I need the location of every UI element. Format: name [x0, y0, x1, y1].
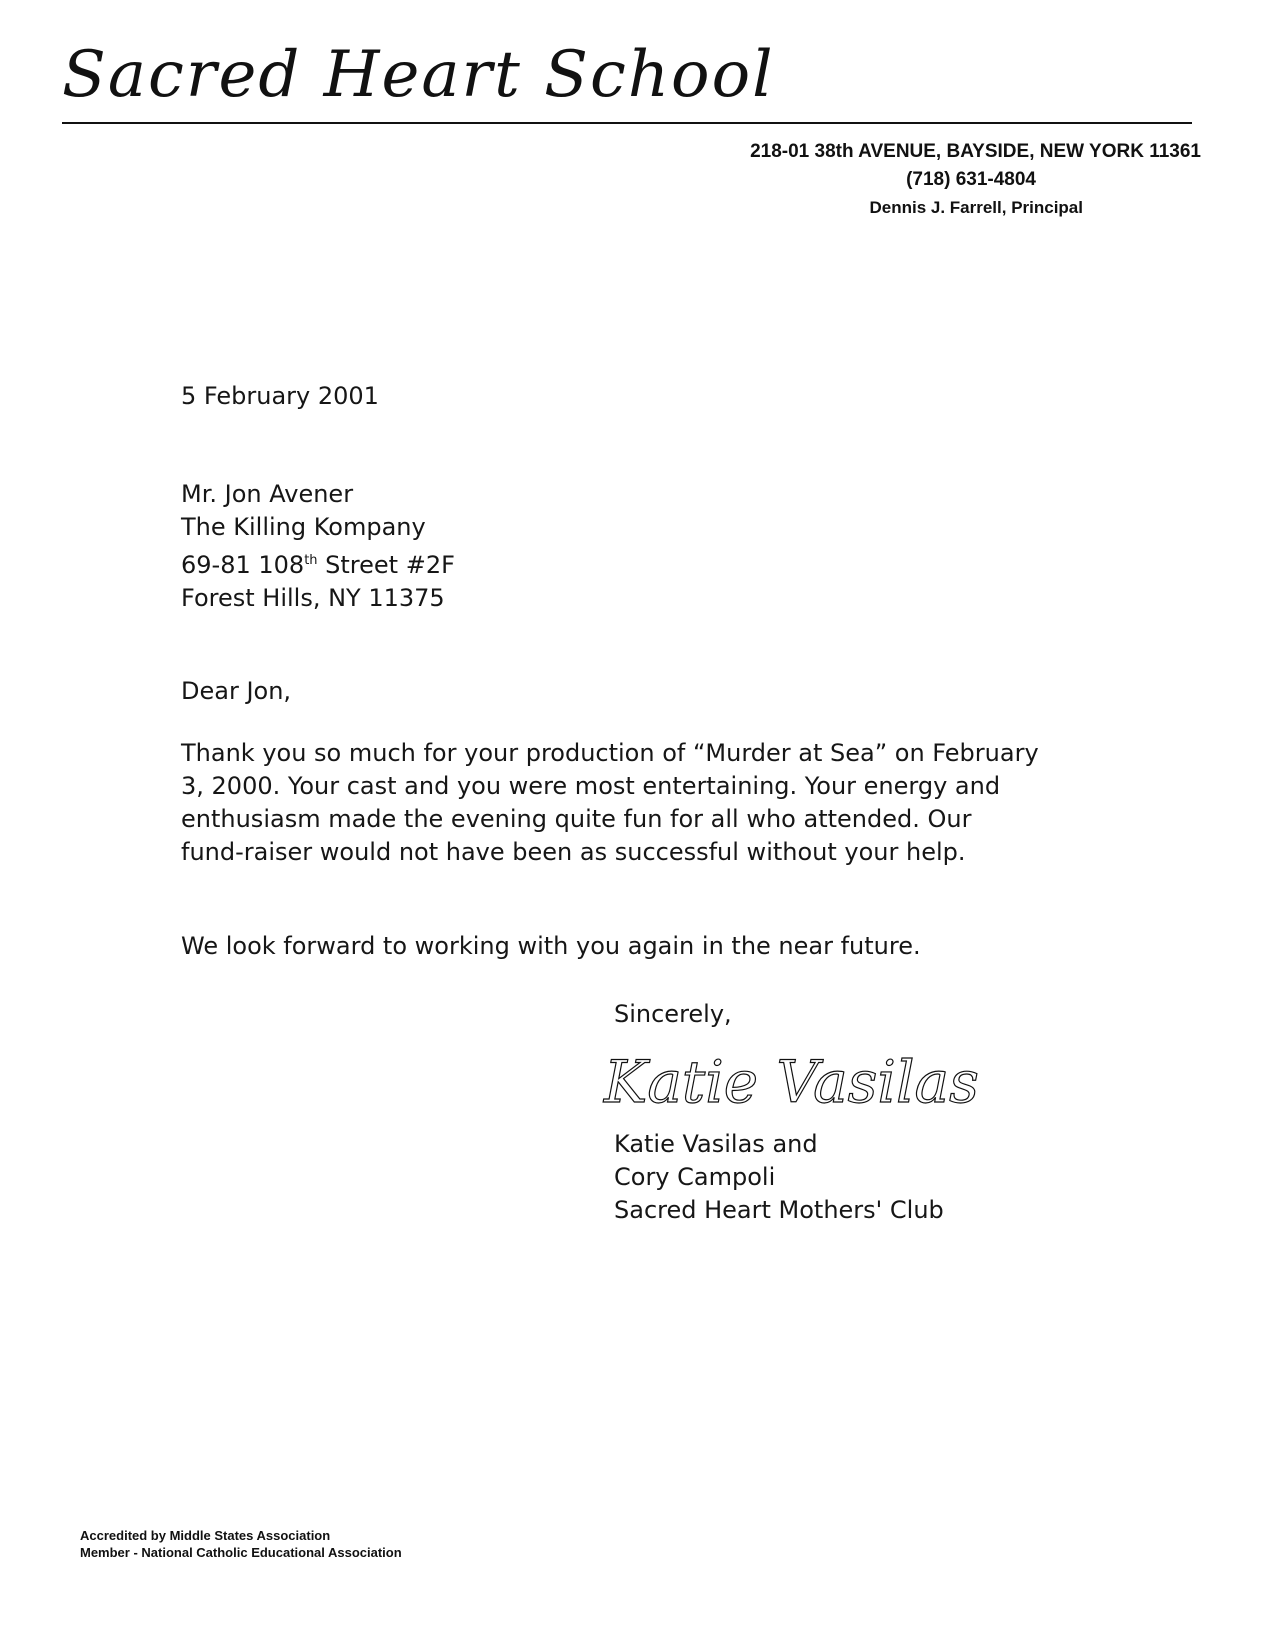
body-paragraph: Thank you so much for your production of “Murder at Sea” on February 3, 2000. Your cast and you were most entertaining. Your energy and enthusiasm made the evening quite fun for all who attended. Our fund-raiser would not have been as successful without your help. [181, 739, 1039, 866]
recipient-company: The Killing Kompany [181, 513, 426, 541]
signer-line-1: Katie Vasilas and [614, 1130, 818, 1158]
footer-membership: Member - National Catholic Educational Association [80, 1545, 402, 1560]
signer-line-2: Cory Campoli [614, 1163, 776, 1191]
signature-text: Katie Vasilas [604, 1048, 979, 1116]
recipient-name: Mr. Jon Avener [181, 480, 354, 508]
letter-date: 5 February 2001 [181, 382, 379, 410]
handwritten-signature [600, 1020, 979, 1130]
recipient-street-number: 69-81 108 [181, 551, 305, 579]
footer-accreditation: Accredited by Middle States Association [80, 1528, 331, 1543]
school-address: 218-01 38th AVENUE, BAYSIDE, NEW YORK 11361 [750, 141, 1201, 162]
closing-paragraph: We look forward to working with you again in the near future. [181, 932, 921, 960]
letterhead-address-block [641, 138, 1201, 222]
signers-block [614, 1128, 944, 1227]
signoff: Sincerely, [614, 1000, 732, 1028]
salutation: Dear Jon, [181, 677, 292, 705]
signer-line-3: Sacred Heart Mothers' Club [614, 1196, 944, 1224]
recipient-address [181, 478, 455, 615]
recipient-city: Forest Hills, NY 11375 [181, 584, 445, 612]
recipient-street-name: Street #2F [317, 551, 455, 579]
letterhead-rule [62, 122, 1192, 124]
principal-name: Dennis J. Farrell, Principal [869, 198, 1083, 217]
accreditation-footer [80, 1527, 402, 1561]
school-phone: (718) 631-4804 [906, 169, 1036, 190]
school-name-heading: Sacred Heart School [62, 38, 775, 112]
recipient-street [181, 544, 455, 582]
recipient-street-superscript: th [304, 553, 318, 568]
